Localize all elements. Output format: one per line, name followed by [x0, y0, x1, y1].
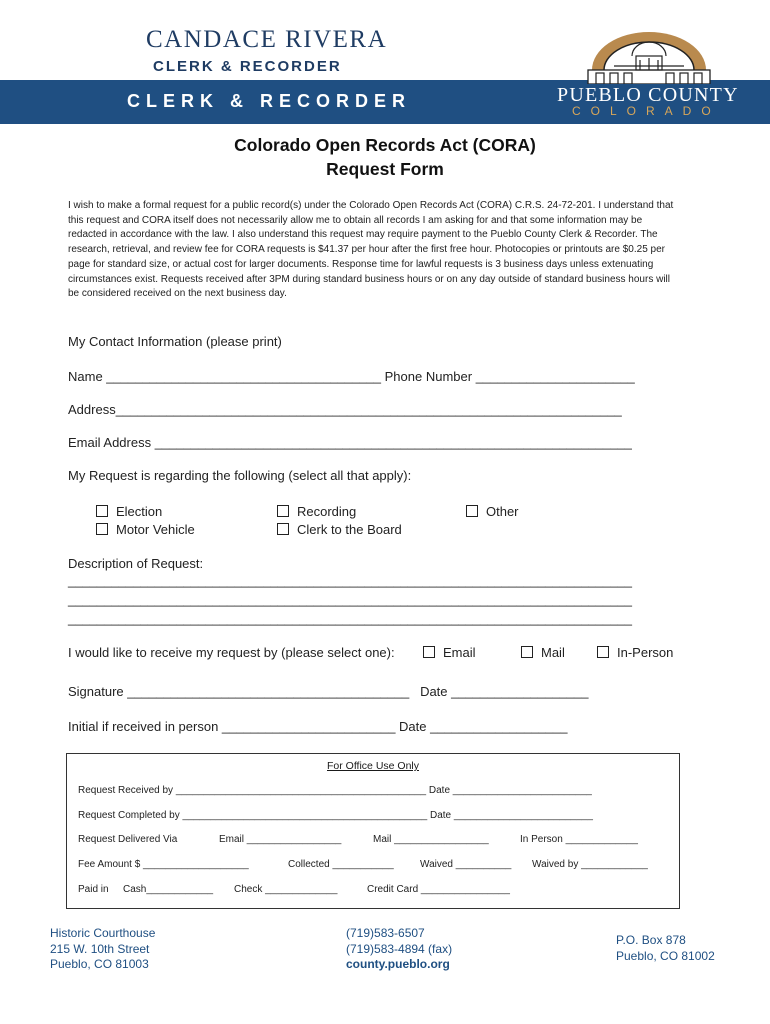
county-name: PUEBLO COUNTY [557, 84, 739, 106]
delivery-mail[interactable]: Mail [521, 645, 565, 660]
office-use-title: For Office Use Only [327, 760, 419, 772]
checkbox-icon[interactable] [521, 646, 533, 658]
delivered-person-field[interactable]: In Person _____________ [520, 834, 638, 845]
credit-card-field[interactable]: Credit Card ________________ [367, 884, 510, 895]
delivery-label: I would like to receive my request by (please select one): [68, 645, 395, 660]
county-state: COLORADO [572, 104, 721, 118]
checkbox-icon[interactable] [597, 646, 609, 658]
check-field[interactable]: Check _____________ [234, 884, 338, 895]
courthouse-logo-icon [574, 30, 724, 84]
description-line-3[interactable]: ______________________________________________________________________________ [68, 611, 632, 626]
fee-amount-field[interactable]: Fee Amount $ ___________________ [78, 859, 249, 870]
option-clerk-to-board[interactable]: Clerk to the Board [277, 522, 402, 537]
waived-by-field[interactable]: Waived by ____________ [532, 859, 648, 870]
name-phone-field[interactable]: Name ______________________________________ Phone Number ______________________ [68, 369, 635, 384]
description-line-2[interactable]: ______________________________________________________________________________ [68, 592, 632, 607]
option-election[interactable]: Election [96, 504, 162, 519]
option-motor-vehicle[interactable]: Motor Vehicle [96, 522, 195, 537]
waived-field[interactable]: Waived __________ [420, 859, 512, 870]
band-title: CLERK & RECORDER [127, 91, 412, 111]
request-completed-field[interactable]: Request Completed by ____________________________________________ Date _________________________ [78, 810, 593, 821]
office-use-box [66, 753, 680, 909]
website-link[interactable]: county.pueblo.org [346, 957, 450, 971]
fax-number: (719)583-4894 (fax) [346, 941, 453, 956]
form-title-line1: Colorado Open Records Act (CORA) [234, 135, 536, 155]
delivered-email-field[interactable]: Email _________________ [219, 834, 342, 845]
delivered-mail-field[interactable]: Mail _________________ [373, 834, 489, 845]
request-received-field[interactable]: Request Received by _____________________________________________ Date _________________________ [78, 785, 592, 796]
collected-field[interactable]: Collected ___________ [288, 859, 394, 870]
checkbox-icon[interactable] [423, 646, 435, 658]
phone-number: (719)583-6507 [346, 926, 425, 940]
footer-address: Historic Courthouse 215 W. 10th Street Pueblo, CO 81003 [50, 926, 156, 971]
intro-paragraph: I wish to make a formal request for a public record(s) under the Colorado Open Records Act (CORA) C.R.S. 24-72-201. I understand that this request and CORA itself does not necessarily allow me to obtain all records I am asking for and that some information may be redacted in accordance with the law. I also understand this request may require payment to the Pueblo County Clerk & Recorder. The research, retrieval, and review fee for CORA requests is $41.37 per hour after the first free hour. Photocopies or printouts are $0.25 per page for standard size, or actual cost for larger documents. Response time for lawful requests is 3 business days unless extenuating circumstances exist. Requests received after 3PM during standard business hours or on any day outside of standard business hours will be considered received on the next business day. [68, 200, 674, 300]
footer-contact [346, 926, 452, 973]
clerk-subtitle: CLERK & RECORDER [153, 58, 342, 75]
signature-field[interactable]: Signature _______________________________________ Date ___________________ [68, 684, 589, 699]
cash-field[interactable]: Cash____________ [123, 884, 214, 895]
checkbox-icon[interactable] [96, 505, 108, 517]
form-title-line2: Request Form [326, 159, 444, 179]
description-label: Description of Request: [68, 556, 204, 571]
checkbox-icon[interactable] [277, 505, 289, 517]
description-line-1[interactable]: ______________________________________________________________________________ [68, 573, 632, 588]
request-heading: My Request is regarding the following (select all that apply): [68, 468, 412, 483]
checkbox-icon[interactable] [96, 523, 108, 535]
delivery-email[interactable]: Email [423, 645, 476, 660]
letterhead [0, 0, 770, 124]
contact-heading: My Contact Information (please print) [68, 334, 282, 349]
delivered-via-label: Request Delivered Via [78, 834, 178, 845]
form-title [0, 133, 770, 181]
checkbox-icon[interactable] [277, 523, 289, 535]
clerk-name: CANDACE RIVERA [146, 26, 388, 53]
footer-pobox: P.O. Box 878 Pueblo, CO 81002 [616, 933, 715, 963]
option-other[interactable]: Other [466, 504, 519, 519]
address-field[interactable]: Address______________________________________________________________________ [68, 402, 622, 417]
email-field[interactable]: Email Address __________________________________________________________________ [68, 435, 632, 450]
initial-field[interactable]: Initial if received in person ________________________ Date ___________________ [68, 719, 568, 734]
checkbox-icon[interactable] [466, 505, 478, 517]
paid-in-label: Paid in [78, 884, 109, 895]
delivery-in-person[interactable]: In-Person [597, 645, 673, 660]
option-recording[interactable]: Recording [277, 504, 356, 519]
